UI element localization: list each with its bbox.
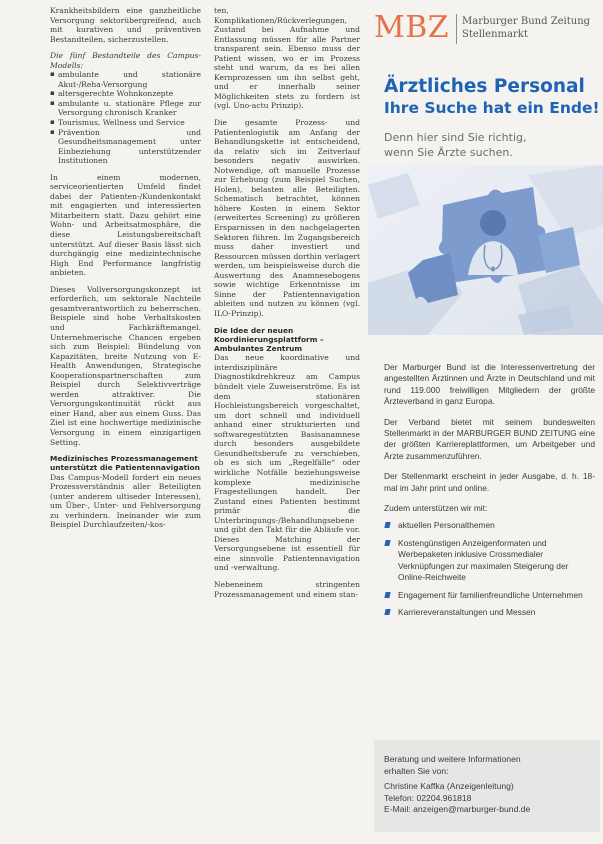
ad-headline [384, 76, 600, 118]
ad-headline-1: Ärztliches Personal [384, 76, 585, 97]
job-market-advert [368, 0, 603, 844]
article-heading: Medizinisches Prozessmanagement unterstützt die Patientennavigation [50, 454, 200, 473]
paragraph-gap [50, 278, 201, 285]
ad-subheadline-1: Denn hier sind Sie richtig, [384, 131, 527, 144]
article-bullet: ▪ ambulante und stationäre Akut-/Reha-Versorgung [50, 70, 201, 89]
article-bullet: ▪ altersgerechte Wohnkonzepte [50, 89, 201, 99]
ad-paragraph-3: Der Stellenmarkt erscheint in jeder Ausgabe, d. h. 18-mal im Jahr print und online. [384, 471, 595, 493]
ad-bullet: Kostengünstigen Anzeigenformaten und Werbepaketen inklusive Crossmedialer Verknüpfungen zur maximalen Steigerung der Online-Reichweite [384, 538, 595, 584]
contact-email: E-Mail: anzeigen@marburger-bund.de [384, 804, 531, 814]
ad-bullet-list [384, 520, 595, 618]
logo-divider [456, 14, 457, 44]
article-paragraph: In einem modernen, serviceorientierten Umfeld findet dabei der Patienten-/Kundenkontakt mit engagierten und interessierten Mitarbeitern statt. Dazu gehört eine Wohn- und Arbeitsatmosphäre, die diese Leistungsbereitschaft unterstützt. Auf dieser Basis lässt sich durchgängig eine medizintechnische High End Performance langfristig anbieten. [50, 172, 201, 278]
publication-name [462, 15, 590, 41]
publication-name-line-2: Stellenmarkt [462, 29, 528, 40]
article-bullet-list [50, 70, 201, 165]
article-bullet: ▪ Tourismus, Wellness und Service [50, 118, 201, 128]
ad-paragraph-2: Der Verband bietet mit seinem bundesweiten Stellenmarkt in der MARBURGER BUND ZEITUNG eine der größten Karriereplattformen, um Arbeitgeber und Ärzte zusammenzuführen. [384, 416, 595, 461]
article-column-1 [50, 6, 201, 530]
paragraph-gap [50, 44, 201, 51]
article-column-2 [214, 6, 360, 599]
article-subheading: Die fünf Bestandteile des Campus-Modells: [50, 51, 201, 70]
ad-subheadline [384, 130, 526, 160]
paragraph-gap [214, 111, 360, 118]
paragraph-gap [214, 319, 360, 326]
article-paragraph: Das neue koordinative und interdisziplinäre Diagnostikdrehkreuz am Campus bündelt viele Zuweiserströme. Es ist dem stationären Hochleistungsbereich vorgeschaltet, um dort schnell und individuell anhand einer strukturierten und softwaregestützten Basisanamnese durch besonders ausgebildete Gesundheitsberufe zu verschieben, ob es sich um „Regelfälle“ oder wirkliche Notfälle beziehungsweise komplexe medizinische Fragestellungen handelt. Der Zustand eines Patienten bestimmt primär die Unterbringungs-/Behandlungsebene und gibt den Takt für die Abläufe vor. Dieses Matching der Versorgungsebene ist essentiell für eine sinnvolle Patientennavigation und -verwaltung. [214, 353, 360, 573]
article-paragraph: ten, Komplikationen/Rückverlegungen, Zustand bei Aufnahme und Entlassung müssen für alle Partner transparent sein. Ebenso muss der Patient wissen, wo er im Prozess steht und warum, da es bei allen Kernprozessen um ihn selbst geht, und er innerhalb seiner Möglichkeiten stets zu fordern ist (vgl. Uno-actu Prinzip). [214, 6, 360, 111]
contact-box [374, 740, 600, 832]
contact-line-2: erhalten Sie von: [384, 765, 449, 776]
paragraph-gap [50, 447, 201, 454]
ad-subheadline-2: wenn Sie Ärzte suchen. [384, 146, 513, 159]
paragraph-gap [50, 166, 201, 173]
ad-paragraph-1: Der Marburger Bund ist die Interessenvertretung der angestellten Ärztinnen und Ärzte in Deutschland und mit rund 119.000 freiwilligen Mitgliedern der größte Ärzteverband in ganz Europa. [384, 362, 595, 407]
article-heading: Die Idee der neuen Koordinierungsplattform – Ambulantes Zentrum [214, 325, 324, 354]
article-paragraph: Das Campus-Modell fordert ein neues Prozessverständnis aller Beteiligten (unter anderem ultiseder Interessen), um Über-, Unter- und Fehlversorgung zu verhindern. Ineinander wie zum Beispiel Durchlaufzeiten/-kos- [50, 472, 201, 530]
paragraph-gap [214, 573, 360, 580]
ad-bullet: aktuellen Personalthemen [384, 520, 595, 531]
article-bullet: ▪ ambulante u. stationäre Pflege zur Versorgung chronisch Kranker [50, 99, 201, 118]
ad-bullet: Karriereveranstaltungen und Messen [384, 607, 595, 618]
article-paragraph: Die gesamte Prozess- und Patientenlogistik am Anfang der Behandlungskette ist entscheidend, da relativ sich im Zeitverlauf besonders negativ auswirken. Notwendige, oft manuelle Prozesse zur Erhebung (zum Beispiel Suchen, Holen), belasten alle Beteiligten. Schematisch betrachtet, können höhere Kosten in einem Sektor (erweitertes Screening) zu größeren Ersparnissen in den nachgelagerten Sektoren führen. Im Zugangsbereich muss daher investiert und Ressourcen müssen dorthin verlagert werden, um beispielsweise durch die Auswertung des Anamnesebogens sowie wichtige Erkenntnisse im Sinne der Patientennavigation ableiten und nutzen zu können (vgl. ILO-Prinzip). [214, 118, 360, 318]
article-bullet: ▪ Prävention und Gesundheitsmanagement unter Einbeziehung unterstützender Institutionen [50, 128, 201, 166]
contact-details [384, 754, 530, 816]
article-paragraph: Nebeneinem stringenten Prozessmanagement und einem stan- [214, 579, 360, 599]
contact-name: Christine Kaffka (Anzeigenleitung) [384, 781, 514, 791]
contact-phone: Telefon: 02204.961818 [384, 792, 472, 803]
puzzle-doctor-image [368, 165, 603, 335]
contact-line-1: Beratung und weitere Informationen [384, 754, 521, 764]
ad-paragraph-4: Zudem unterstützen wir mit: [384, 503, 488, 514]
ad-headline-2: Ihre Suche hat ein Ende! [384, 99, 600, 117]
article-paragraph: Krankheitsbildern eine ganzheitliche Versorgung sektorübergreifend, auch mit kurativen und präventiven Bestandteilen, sicherzustellen. [50, 6, 201, 44]
mbz-header [374, 8, 600, 44]
mbz-logo: MBZ [374, 10, 450, 45]
publication-name-line-1: Marburger Bund Zeitung [462, 16, 591, 27]
ad-body [384, 362, 595, 624]
article-paragraph: Dieses Vollversorgungskonzept ist erforderlich, um sektorale Nachteile gesamtverantwortlich zu beherrschen. Beispiele sind hohe Verhaltskosten und Fachkräftemangel. Unternehmerische Chancen ergeben sich zum Beispiel: Bündelung von Kapazitäten, breite Nutzung von E-Health Anwendungen, Strategische Kooperationspartnerschaften zum Beispiel durch Selektivverträge werden attraktiver. Die Versorgungskontinuität rückt aus einer Hand, aber aus einem Guss. Das Ziel ist eine hochwertige medizinische Versorgung in einem einzigartigen Setting. [50, 284, 201, 447]
ad-bullet: Engagement für familienfreundliche Unternehmen [384, 590, 595, 601]
